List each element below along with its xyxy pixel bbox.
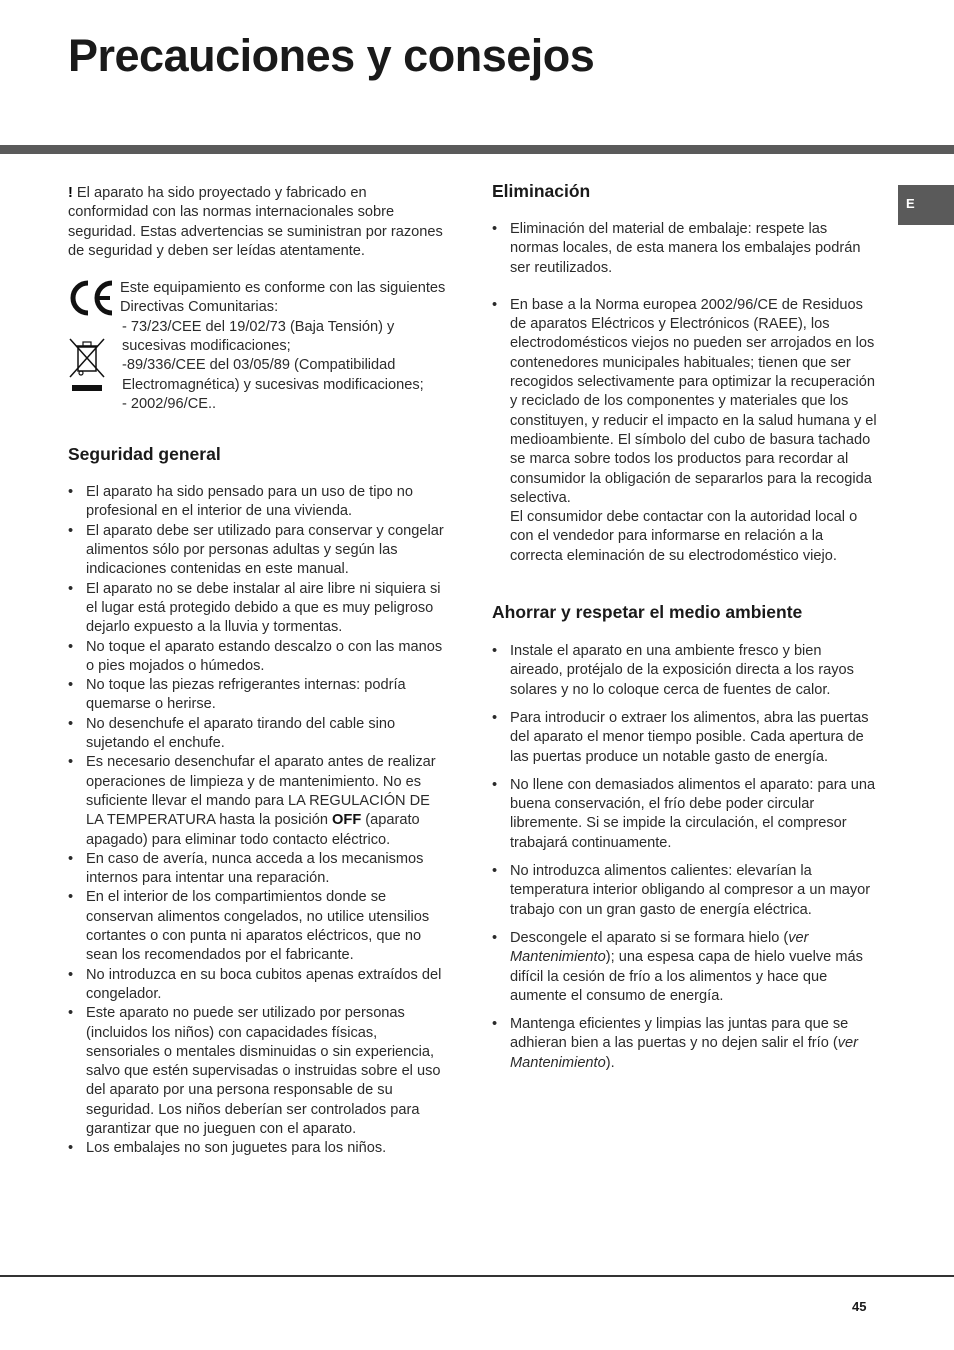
crossed-bin-icon	[68, 337, 108, 395]
ce-line: -89/336/CEE del 03/05/89 (Compatibilidad Electromagnética) y sucesivas modificaciones;	[122, 357, 424, 393]
list-item: • No llene con demasiados alimentos el aparato: para una buena conservación, el frío debe poder circular libremente. Si se impide la circulación, el compresor trabajará continuamente.	[492, 776, 877, 853]
footer-rule	[0, 1275, 954, 1277]
list-item: • Eliminación del material de embalaje: respete las normas locales, de esta manera los embalajes podrán ser reutilizados.	[492, 220, 877, 278]
seguridad-list	[68, 483, 448, 1158]
intro-paragraph	[68, 184, 448, 261]
intro-text: El aparato ha sido proyectado y fabricado en conformidad con las normas internacionales sobre seguridad. Estas advertencias se suministran por razones de seguridad y deben ser leídas atentamente.	[68, 185, 443, 259]
list-item: • El aparato debe ser utilizado para conservar y congelar alimentos sólo por personas adultas y según las indicaciones contenidas en este manual.	[68, 522, 448, 580]
list-item: • Descongele el aparato si se formara hielo (ver Mantenimiento); una espesa capa de hielo vuelve más difícil la cesión de frío a los alimentos y hace que aumente el consumo de energía.	[492, 929, 877, 1006]
list-item: • El aparato ha sido pensado para un uso de tipo no profesional en el interior de una vivienda.	[68, 483, 448, 522]
ce-directives-text	[120, 279, 460, 414]
heading-seguridad-general: Seguridad general	[68, 444, 221, 465]
list-item: • Los embalajes no son juguetes para los niños.	[68, 1139, 448, 1158]
ahorrar-list	[492, 642, 877, 1073]
list-item: • Este aparato no puede ser utilizado por personas (incluidos los niños) con capacidades físicas, sensoriales o mentales disminuidas o sin experiencia, salvo que estén supervisadas o instruidas sobre el uso del aparato por una persona responsable de su seguridad. Los niños deberían ser controlados para garantizar que no jueguen con el aparato.	[68, 1004, 448, 1139]
list-item: • No toque el aparato estando descalzo o con las manos o pies mojados o húmedos.	[68, 638, 448, 677]
list-item: • Es necesario desenchufar el aparato antes de realizar operaciones de limpieza y de mantenimiento. No es suficiente llevar el mando para LA REGULACIÓN DE LA TEMPERATURA hasta la posición OFF (aparato apagado) para eliminar todo contacto eléctrico.	[68, 753, 448, 849]
heading-ahorrar: Ahorrar y respetar el medio ambiente	[492, 602, 803, 623]
list-item: • En caso de avería, nunca acceda a los mecanismos internos para intentar una reparación.	[68, 850, 448, 889]
list-item: • El aparato no se debe instalar al aire libre ni siquiera si el lugar está protegido debido a que es muy peligroso dejarlo expuesto a la lluvia y tormentas.	[68, 580, 448, 638]
ce-mark-icon	[68, 279, 116, 317]
list-item: • No desenchufe el aparato tirando del cable sino sujetando el enchufe.	[68, 715, 448, 754]
list-item: • No toque las piezas refrigerantes internas: podría quemarse o herirse.	[68, 676, 448, 715]
list-item: • En base a la Norma europea 2002/96/CE de Residuos de aparatos Eléctricos y Electrónicos (RAEE), los electrodomésticos viejos no pueden ser arrojados en los contenedores municipales habituales; tienen que ser recogidos selectivamente para optimizar la recuperación y reciclado de los componentes y materiales que los constituyen, y reducir el impacto en la salud humana y el medioambiente. El símbolo del cubo de basura tachado se marca sobre todos los productos para recordar al consumidor la obligación de separarlos para la recogida selectiva. El consumidor debe contactar con la autoridad local o con el vendedor para informarse en relación a la correcta eleminación de su electrodoméstico viejo.	[492, 296, 877, 566]
heading-eliminacion: Eliminación	[492, 181, 591, 201]
compliance-icons	[68, 279, 116, 402]
right-column	[492, 180, 877, 1082]
list-item: • Mantenga eficientes y limpias las juntas para que se adhieran bien a las puertas y no dejen salir el frío (ver Mantenimiento).	[492, 1015, 877, 1073]
ce-line: Este equipamiento es conforme con las siguientes Directivas Comunitarias:	[120, 280, 446, 316]
page-title: Precauciones y consejos	[68, 30, 595, 81]
header-rule	[0, 145, 954, 154]
page-number: 45	[852, 1299, 867, 1314]
list-item: • No introduzca alimentos calientes: elevarían la temperatura interior obligando al compresor a un mayor trabajo con un gran gasto de energía eléctrica.	[492, 862, 877, 920]
language-tab: E	[898, 185, 954, 225]
ce-line: - 2002/96/CE..	[122, 395, 217, 412]
list-item: • Para introducir o extraer los alimentos, abra las puertas del aparato el menor tiempo posible. Cada apertura de las puertas produce un notable gasto de energía.	[492, 709, 877, 767]
list-item: • No introduzca en su boca cubitos apenas extraídos del congelador.	[68, 966, 448, 1005]
ce-compliance-block	[68, 279, 448, 411]
left-column	[68, 184, 448, 1159]
ce-line: - 73/23/CEE del 19/02/73 (Baja Tensión) y sucesivas modificaciones;	[122, 318, 395, 355]
eliminacion-list	[492, 220, 877, 566]
list-item: • Instale el aparato en una ambiente fresco y bien aireado, protéjalo de la exposición directa a los rayos solares y no lo coloque cerca de fuentes de calor.	[492, 642, 877, 700]
warning-mark: !	[68, 185, 73, 201]
list-item: • En el interior de los compartimientos donde se conservan alimentos congelados, no utilice utensilios cortantes o con punta ni aparatos eléctricos, que no sean los recomendados por el fabricante.	[68, 888, 448, 965]
